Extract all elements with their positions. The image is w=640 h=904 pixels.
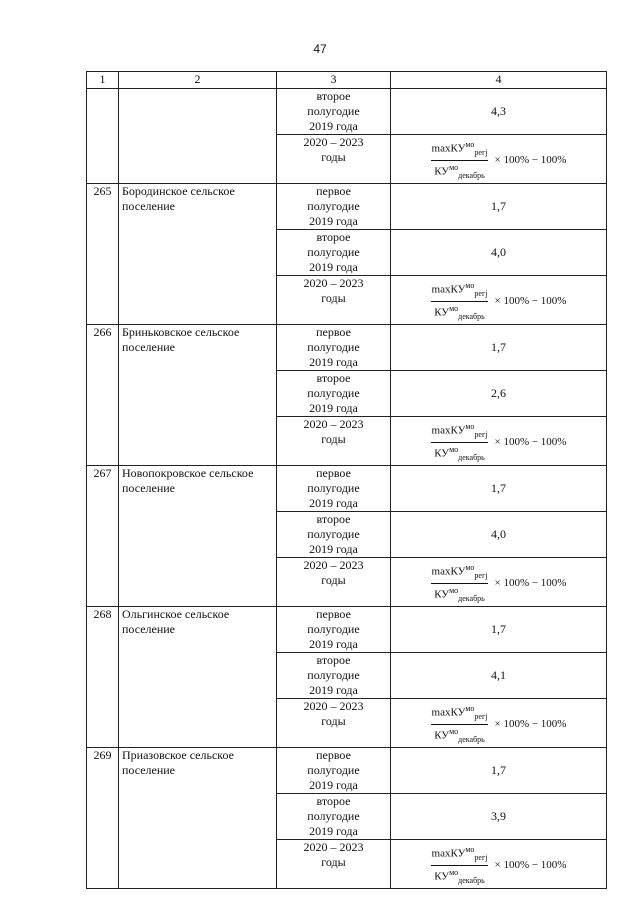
denominator-sup: мо bbox=[449, 162, 459, 172]
numerator-sup: мо bbox=[465, 844, 475, 854]
period-cell: 2020 – 2023 годы bbox=[277, 276, 391, 325]
period-cell: второе полугодие 2019 года bbox=[277, 89, 391, 135]
formula-denominator bbox=[434, 443, 485, 464]
formula-tail: × 100% − 100% bbox=[494, 294, 567, 307]
formula-tail: × 100% − 100% bbox=[494, 858, 567, 871]
formula-fraction bbox=[431, 139, 489, 182]
denominator-sup: мо bbox=[449, 726, 459, 736]
value-cell: 1,7 bbox=[391, 748, 607, 794]
numerator-sup: мо bbox=[465, 421, 475, 431]
settlement-name: Приазовское сельское поселение bbox=[119, 748, 277, 889]
formula-denominator bbox=[434, 584, 485, 605]
value-cell: 4,3 bbox=[391, 89, 607, 135]
row-number: 268 bbox=[87, 607, 119, 748]
table-row bbox=[87, 748, 607, 794]
numerator-base: maxКУ bbox=[431, 706, 466, 719]
formula-fraction bbox=[431, 280, 489, 323]
value-cell: 1,7 bbox=[391, 607, 607, 653]
numerator-base: maxКУ bbox=[431, 424, 466, 437]
denominator-base: КУ bbox=[434, 165, 450, 178]
denominator-sup: мо bbox=[449, 867, 459, 877]
numerator-base: maxКУ bbox=[431, 283, 466, 296]
formula-tail: × 100% − 100% bbox=[494, 435, 567, 448]
denominator-sub: декабрь bbox=[458, 875, 485, 885]
formula-fraction bbox=[431, 703, 489, 746]
numerator-sub: регj bbox=[474, 288, 488, 298]
denominator-base: КУ bbox=[434, 306, 450, 319]
formula-numerator bbox=[431, 844, 489, 866]
formula-cell bbox=[391, 840, 607, 889]
numerator-sub: регj bbox=[474, 147, 488, 157]
formula-tail: × 100% − 100% bbox=[494, 717, 567, 730]
period-cell: первое полугодие 2019 года bbox=[277, 748, 391, 794]
row-number: 266 bbox=[87, 325, 119, 466]
page-number: 47 bbox=[313, 42, 327, 56]
header-cell: 1 bbox=[87, 72, 119, 89]
formula-cell bbox=[391, 699, 607, 748]
table-row bbox=[87, 89, 607, 135]
denominator-base: КУ bbox=[434, 588, 450, 601]
numerator-sup: мо bbox=[465, 280, 475, 290]
formula-numerator bbox=[431, 703, 489, 725]
formula-fraction bbox=[431, 421, 489, 464]
header-cell: 3 bbox=[277, 72, 391, 89]
period-cell: 2020 – 2023 годы bbox=[277, 558, 391, 607]
period-cell: второе полугодие 2019 года bbox=[277, 653, 391, 699]
denominator-sub: декабрь bbox=[458, 593, 485, 603]
growth-formula bbox=[431, 139, 567, 182]
numerator-sup: мо bbox=[465, 139, 475, 149]
denominator-sub: декабрь bbox=[458, 311, 485, 321]
value-cell: 1,7 bbox=[391, 466, 607, 512]
period-cell: первое полугодие 2019 года bbox=[277, 325, 391, 371]
row-number bbox=[87, 89, 119, 184]
period-cell: 2020 – 2023 годы bbox=[277, 840, 391, 889]
formula-fraction bbox=[431, 562, 489, 605]
table-row bbox=[87, 184, 607, 230]
numerator-sub: регj bbox=[474, 852, 488, 862]
numerator-sub: регj bbox=[474, 570, 488, 580]
value-cell: 2,6 bbox=[391, 371, 607, 417]
settlement-name: Новопокровское сельское поселение bbox=[119, 466, 277, 607]
formula-numerator bbox=[431, 562, 489, 584]
growth-formula bbox=[431, 844, 567, 887]
period-cell: второе полугодие 2019 года bbox=[277, 512, 391, 558]
value-cell: 1,7 bbox=[391, 325, 607, 371]
settlement-name bbox=[119, 89, 277, 184]
header-row bbox=[87, 72, 607, 89]
formula-cell bbox=[391, 417, 607, 466]
growth-formula bbox=[431, 562, 567, 605]
header-cell: 4 bbox=[391, 72, 607, 89]
formula-tail: × 100% − 100% bbox=[494, 576, 567, 589]
value-cell: 4,1 bbox=[391, 653, 607, 699]
numerator-sub: регj bbox=[474, 711, 488, 721]
indicator-table bbox=[86, 71, 607, 889]
formula-numerator bbox=[431, 280, 489, 302]
settlement-name: Бородинское сельское поселение bbox=[119, 184, 277, 325]
table-row bbox=[87, 607, 607, 653]
formula-denominator bbox=[434, 302, 485, 323]
formula-cell bbox=[391, 135, 607, 184]
formula-denominator bbox=[434, 866, 485, 887]
period-cell: 2020 – 2023 годы bbox=[277, 135, 391, 184]
formula-cell bbox=[391, 276, 607, 325]
row-number: 267 bbox=[87, 466, 119, 607]
numerator-base: maxКУ bbox=[431, 142, 466, 155]
period-cell: второе полугодие 2019 года bbox=[277, 371, 391, 417]
denominator-sup: мо bbox=[449, 303, 459, 313]
period-cell: второе полугодие 2019 года bbox=[277, 230, 391, 276]
numerator-sup: мо bbox=[465, 562, 475, 572]
formula-tail: × 100% − 100% bbox=[494, 153, 567, 166]
row-number: 265 bbox=[87, 184, 119, 325]
formula-cell bbox=[391, 558, 607, 607]
row-number: 269 bbox=[87, 748, 119, 889]
value-cell: 4,0 bbox=[391, 230, 607, 276]
denominator-sub: декабрь bbox=[458, 452, 485, 462]
formula-denominator bbox=[434, 161, 485, 182]
denominator-sup: мо bbox=[449, 444, 459, 454]
formula-fraction bbox=[431, 844, 489, 887]
period-cell: 2020 – 2023 годы bbox=[277, 417, 391, 466]
denominator-sub: декабрь bbox=[458, 170, 485, 180]
numerator-sup: мо bbox=[465, 703, 475, 713]
value-cell: 3,9 bbox=[391, 794, 607, 840]
value-cell: 4,0 bbox=[391, 512, 607, 558]
table-row bbox=[87, 325, 607, 371]
header-cell: 2 bbox=[119, 72, 277, 89]
numerator-base: maxКУ bbox=[431, 565, 466, 578]
formula-numerator bbox=[431, 139, 489, 161]
numerator-base: maxКУ bbox=[431, 847, 466, 860]
formula-numerator bbox=[431, 421, 489, 443]
period-cell: первое полугодие 2019 года bbox=[277, 607, 391, 653]
period-cell: второе полугодие 2019 года bbox=[277, 794, 391, 840]
period-cell: первое полугодие 2019 года bbox=[277, 466, 391, 512]
period-cell: первое полугодие 2019 года bbox=[277, 184, 391, 230]
growth-formula bbox=[431, 280, 567, 323]
value-cell: 1,7 bbox=[391, 184, 607, 230]
denominator-base: КУ bbox=[434, 870, 450, 883]
growth-formula bbox=[431, 703, 567, 746]
denominator-sup: мо bbox=[449, 585, 459, 595]
table-row bbox=[87, 466, 607, 512]
denominator-base: КУ bbox=[434, 447, 450, 460]
formula-denominator bbox=[434, 725, 485, 746]
settlement-name: Бриньковское сельское поселение bbox=[119, 325, 277, 466]
period-cell: 2020 – 2023 годы bbox=[277, 699, 391, 748]
denominator-sub: декабрь bbox=[458, 734, 485, 744]
settlement-name: Ольгинское сельское поселение bbox=[119, 607, 277, 748]
growth-formula bbox=[431, 421, 567, 464]
denominator-base: КУ bbox=[434, 729, 450, 742]
numerator-sub: регj bbox=[474, 429, 488, 439]
